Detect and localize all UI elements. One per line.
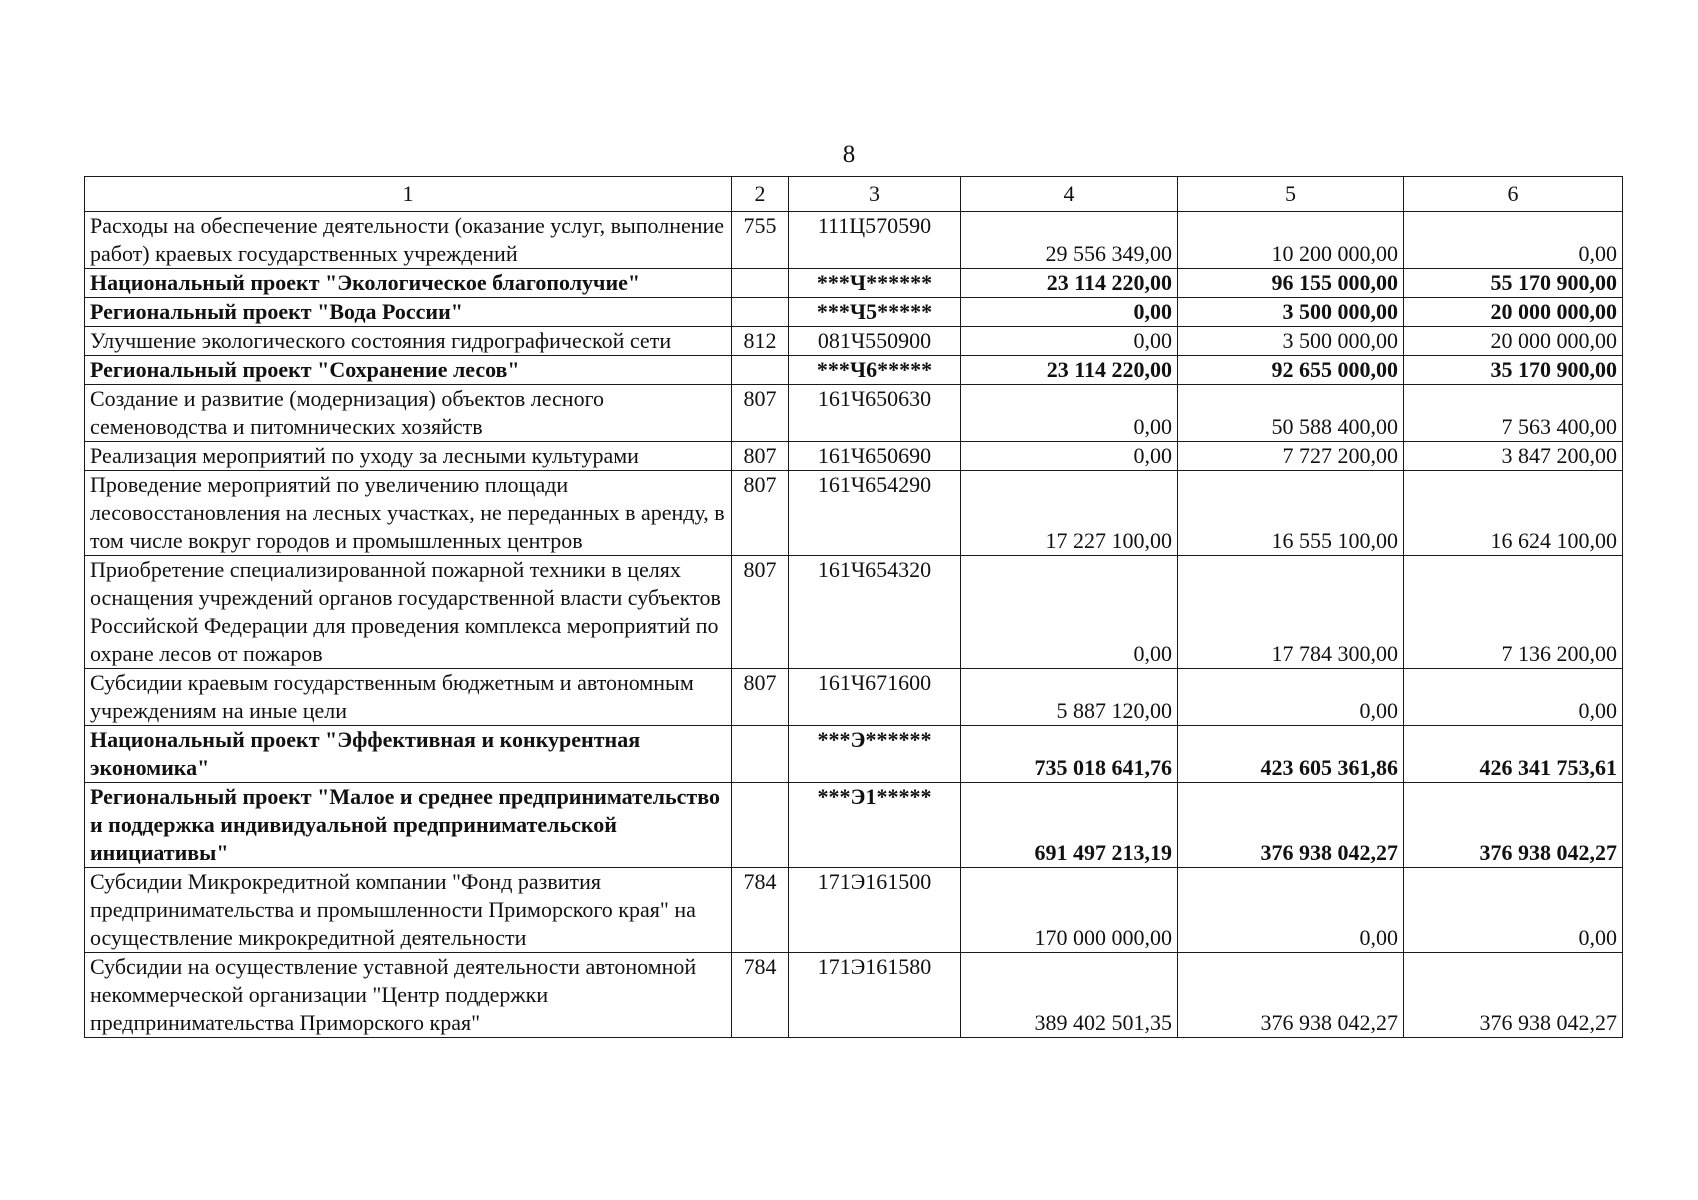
department-code-cell [732, 356, 789, 385]
amount-col-4-cell: 0,00 [961, 298, 1178, 327]
amount-col-4-cell: 23 114 220,00 [961, 269, 1178, 298]
table-row [85, 385, 1623, 442]
table-row [85, 783, 1623, 868]
classification-code-cell: 161Ч654290 [789, 471, 961, 556]
header-col-5: 5 [1178, 177, 1404, 212]
amount-col-4-cell: 5 887 120,00 [961, 669, 1178, 726]
expense-name-cell: Создание и развитие (модернизация) объектов лесного семеноводства и питомнических хозяйств [85, 385, 732, 442]
classification-code-cell: 081Ч550900 [789, 327, 961, 356]
amount-col-4-cell: 389 402 501,35 [961, 953, 1178, 1038]
classification-code-cell: 161Ч650630 [789, 385, 961, 442]
department-code-cell [732, 269, 789, 298]
classification-code-cell: ***Э1***** [789, 783, 961, 868]
classification-code-cell: ***Ч5***** [789, 298, 961, 327]
amount-col-5-cell: 50 588 400,00 [1178, 385, 1404, 442]
amount-col-6-cell: 0,00 [1404, 669, 1623, 726]
amount-col-6-cell: 426 341 753,61 [1404, 726, 1623, 783]
expense-name-cell: Субсидии краевым государственным бюджетным и автономным учреждениям на иные цели [85, 669, 732, 726]
header-col-2: 2 [732, 177, 789, 212]
classification-code-cell: 171Э161500 [789, 868, 961, 953]
classification-code-cell: 161Ч654320 [789, 556, 961, 669]
amount-col-5-cell: 376 938 042,27 [1178, 953, 1404, 1038]
department-code-cell [732, 783, 789, 868]
department-code-cell: 755 [732, 212, 789, 269]
expense-name-cell: Субсидии на осуществление уставной деятельности автономной некоммерческой организации "Центр поддержки предпринимательства Приморского края" [85, 953, 732, 1038]
table-header-row [85, 177, 1623, 212]
table-row [85, 212, 1623, 269]
table-row [85, 356, 1623, 385]
header-col-6: 6 [1404, 177, 1623, 212]
department-code-cell: 784 [732, 953, 789, 1038]
amount-col-5-cell: 92 655 000,00 [1178, 356, 1404, 385]
table-row [85, 269, 1623, 298]
header-col-1: 1 [85, 177, 732, 212]
table-row [85, 556, 1623, 669]
amount-col-5-cell: 3 500 000,00 [1178, 298, 1404, 327]
amount-col-6-cell: 55 170 900,00 [1404, 269, 1623, 298]
classification-code-cell: 111Ц570590 [789, 212, 961, 269]
expense-name-cell: Национальный проект "Эффективная и конкурентная экономика" [85, 726, 732, 783]
amount-col-6-cell: 16 624 100,00 [1404, 471, 1623, 556]
classification-code-cell: 171Э161580 [789, 953, 961, 1038]
amount-col-5-cell: 10 200 000,00 [1178, 212, 1404, 269]
table-row [85, 442, 1623, 471]
amount-col-4-cell: 17 227 100,00 [961, 471, 1178, 556]
amount-col-6-cell: 376 938 042,27 [1404, 953, 1623, 1038]
amount-col-6-cell: 0,00 [1404, 212, 1623, 269]
amount-col-4-cell: 0,00 [961, 556, 1178, 669]
amount-col-6-cell: 7 563 400,00 [1404, 385, 1623, 442]
amount-col-6-cell: 20 000 000,00 [1404, 327, 1623, 356]
classification-code-cell: ***Ч6***** [789, 356, 961, 385]
amount-col-4-cell: 735 018 641,76 [961, 726, 1178, 783]
department-code-cell: 807 [732, 385, 789, 442]
amount-col-6-cell: 376 938 042,27 [1404, 783, 1623, 868]
amount-col-5-cell: 3 500 000,00 [1178, 327, 1404, 356]
expense-name-cell: Национальный проект "Экологическое благополучие" [85, 269, 732, 298]
table-row [85, 953, 1623, 1038]
table-row [85, 726, 1623, 783]
amount-col-6-cell: 20 000 000,00 [1404, 298, 1623, 327]
amount-col-4-cell: 29 556 349,00 [961, 212, 1178, 269]
amount-col-4-cell: 0,00 [961, 442, 1178, 471]
department-code-cell: 807 [732, 471, 789, 556]
expense-name-cell: Субсидии Микрокредитной компании "Фонд развития предпринимательства и промышленности Приморского края" на осуществление микрокредитной деятельности [85, 868, 732, 953]
department-code-cell [732, 726, 789, 783]
expense-name-cell: Проведение мероприятий по увеличению площади лесовосстановления на лесных участках, не переданных в аренду, в том числе вокруг городов и промышленных центров [85, 471, 732, 556]
department-code-cell: 807 [732, 669, 789, 726]
page-number: 8 [842, 141, 856, 168]
classification-code-cell: 161Ч650690 [789, 442, 961, 471]
expense-name-cell: Региональный проект "Вода России" [85, 298, 732, 327]
amount-col-5-cell: 17 784 300,00 [1178, 556, 1404, 669]
department-code-cell: 807 [732, 442, 789, 471]
expense-name-cell: Приобретение специализированной пожарной техники в целях оснащения учреждений органов государственной власти субъектов Российской Федерации для проведения комплекса мероприятий по охране лесов от пожаров [85, 556, 732, 669]
classification-code-cell: 161Ч671600 [789, 669, 961, 726]
table-row [85, 868, 1623, 953]
amount-col-4-cell: 23 114 220,00 [961, 356, 1178, 385]
amount-col-6-cell: 7 136 200,00 [1404, 556, 1623, 669]
amount-col-6-cell: 0,00 [1404, 868, 1623, 953]
amount-col-4-cell: 0,00 [961, 385, 1178, 442]
expense-name-cell: Улучшение экологического состояния гидрографической сети [85, 327, 732, 356]
department-code-cell [732, 298, 789, 327]
expense-name-cell: Региональный проект "Малое и среднее предпринимательство и поддержка индивидуальной предпринимательской инициативы" [85, 783, 732, 868]
table-row [85, 669, 1623, 726]
expense-name-cell: Расходы на обеспечение деятельности (оказание услуг, выполнение работ) краевых государственных учреждений [85, 212, 732, 269]
amount-col-6-cell: 3 847 200,00 [1404, 442, 1623, 471]
amount-col-4-cell: 170 000 000,00 [961, 868, 1178, 953]
amount-col-5-cell: 0,00 [1178, 868, 1404, 953]
classification-code-cell: ***Ч****** [789, 269, 961, 298]
department-code-cell: 807 [732, 556, 789, 669]
table-row [85, 471, 1623, 556]
budget-table [84, 176, 1623, 1038]
table-row [85, 298, 1623, 327]
classification-code-cell: ***Э****** [789, 726, 961, 783]
expense-name-cell: Реализация мероприятий по уходу за лесными культурами [85, 442, 732, 471]
department-code-cell: 812 [732, 327, 789, 356]
amount-col-5-cell: 7 727 200,00 [1178, 442, 1404, 471]
header-col-4: 4 [961, 177, 1178, 212]
expense-name-cell: Региональный проект "Сохранение лесов" [85, 356, 732, 385]
amount-col-5-cell: 96 155 000,00 [1178, 269, 1404, 298]
table-row [85, 327, 1623, 356]
amount-col-5-cell: 423 605 361,86 [1178, 726, 1404, 783]
header-col-3: 3 [789, 177, 961, 212]
amount-col-4-cell: 691 497 213,19 [961, 783, 1178, 868]
amount-col-4-cell: 0,00 [961, 327, 1178, 356]
amount-col-5-cell: 376 938 042,27 [1178, 783, 1404, 868]
amount-col-6-cell: 35 170 900,00 [1404, 356, 1623, 385]
amount-col-5-cell: 16 555 100,00 [1178, 471, 1404, 556]
amount-col-5-cell: 0,00 [1178, 669, 1404, 726]
department-code-cell: 784 [732, 868, 789, 953]
